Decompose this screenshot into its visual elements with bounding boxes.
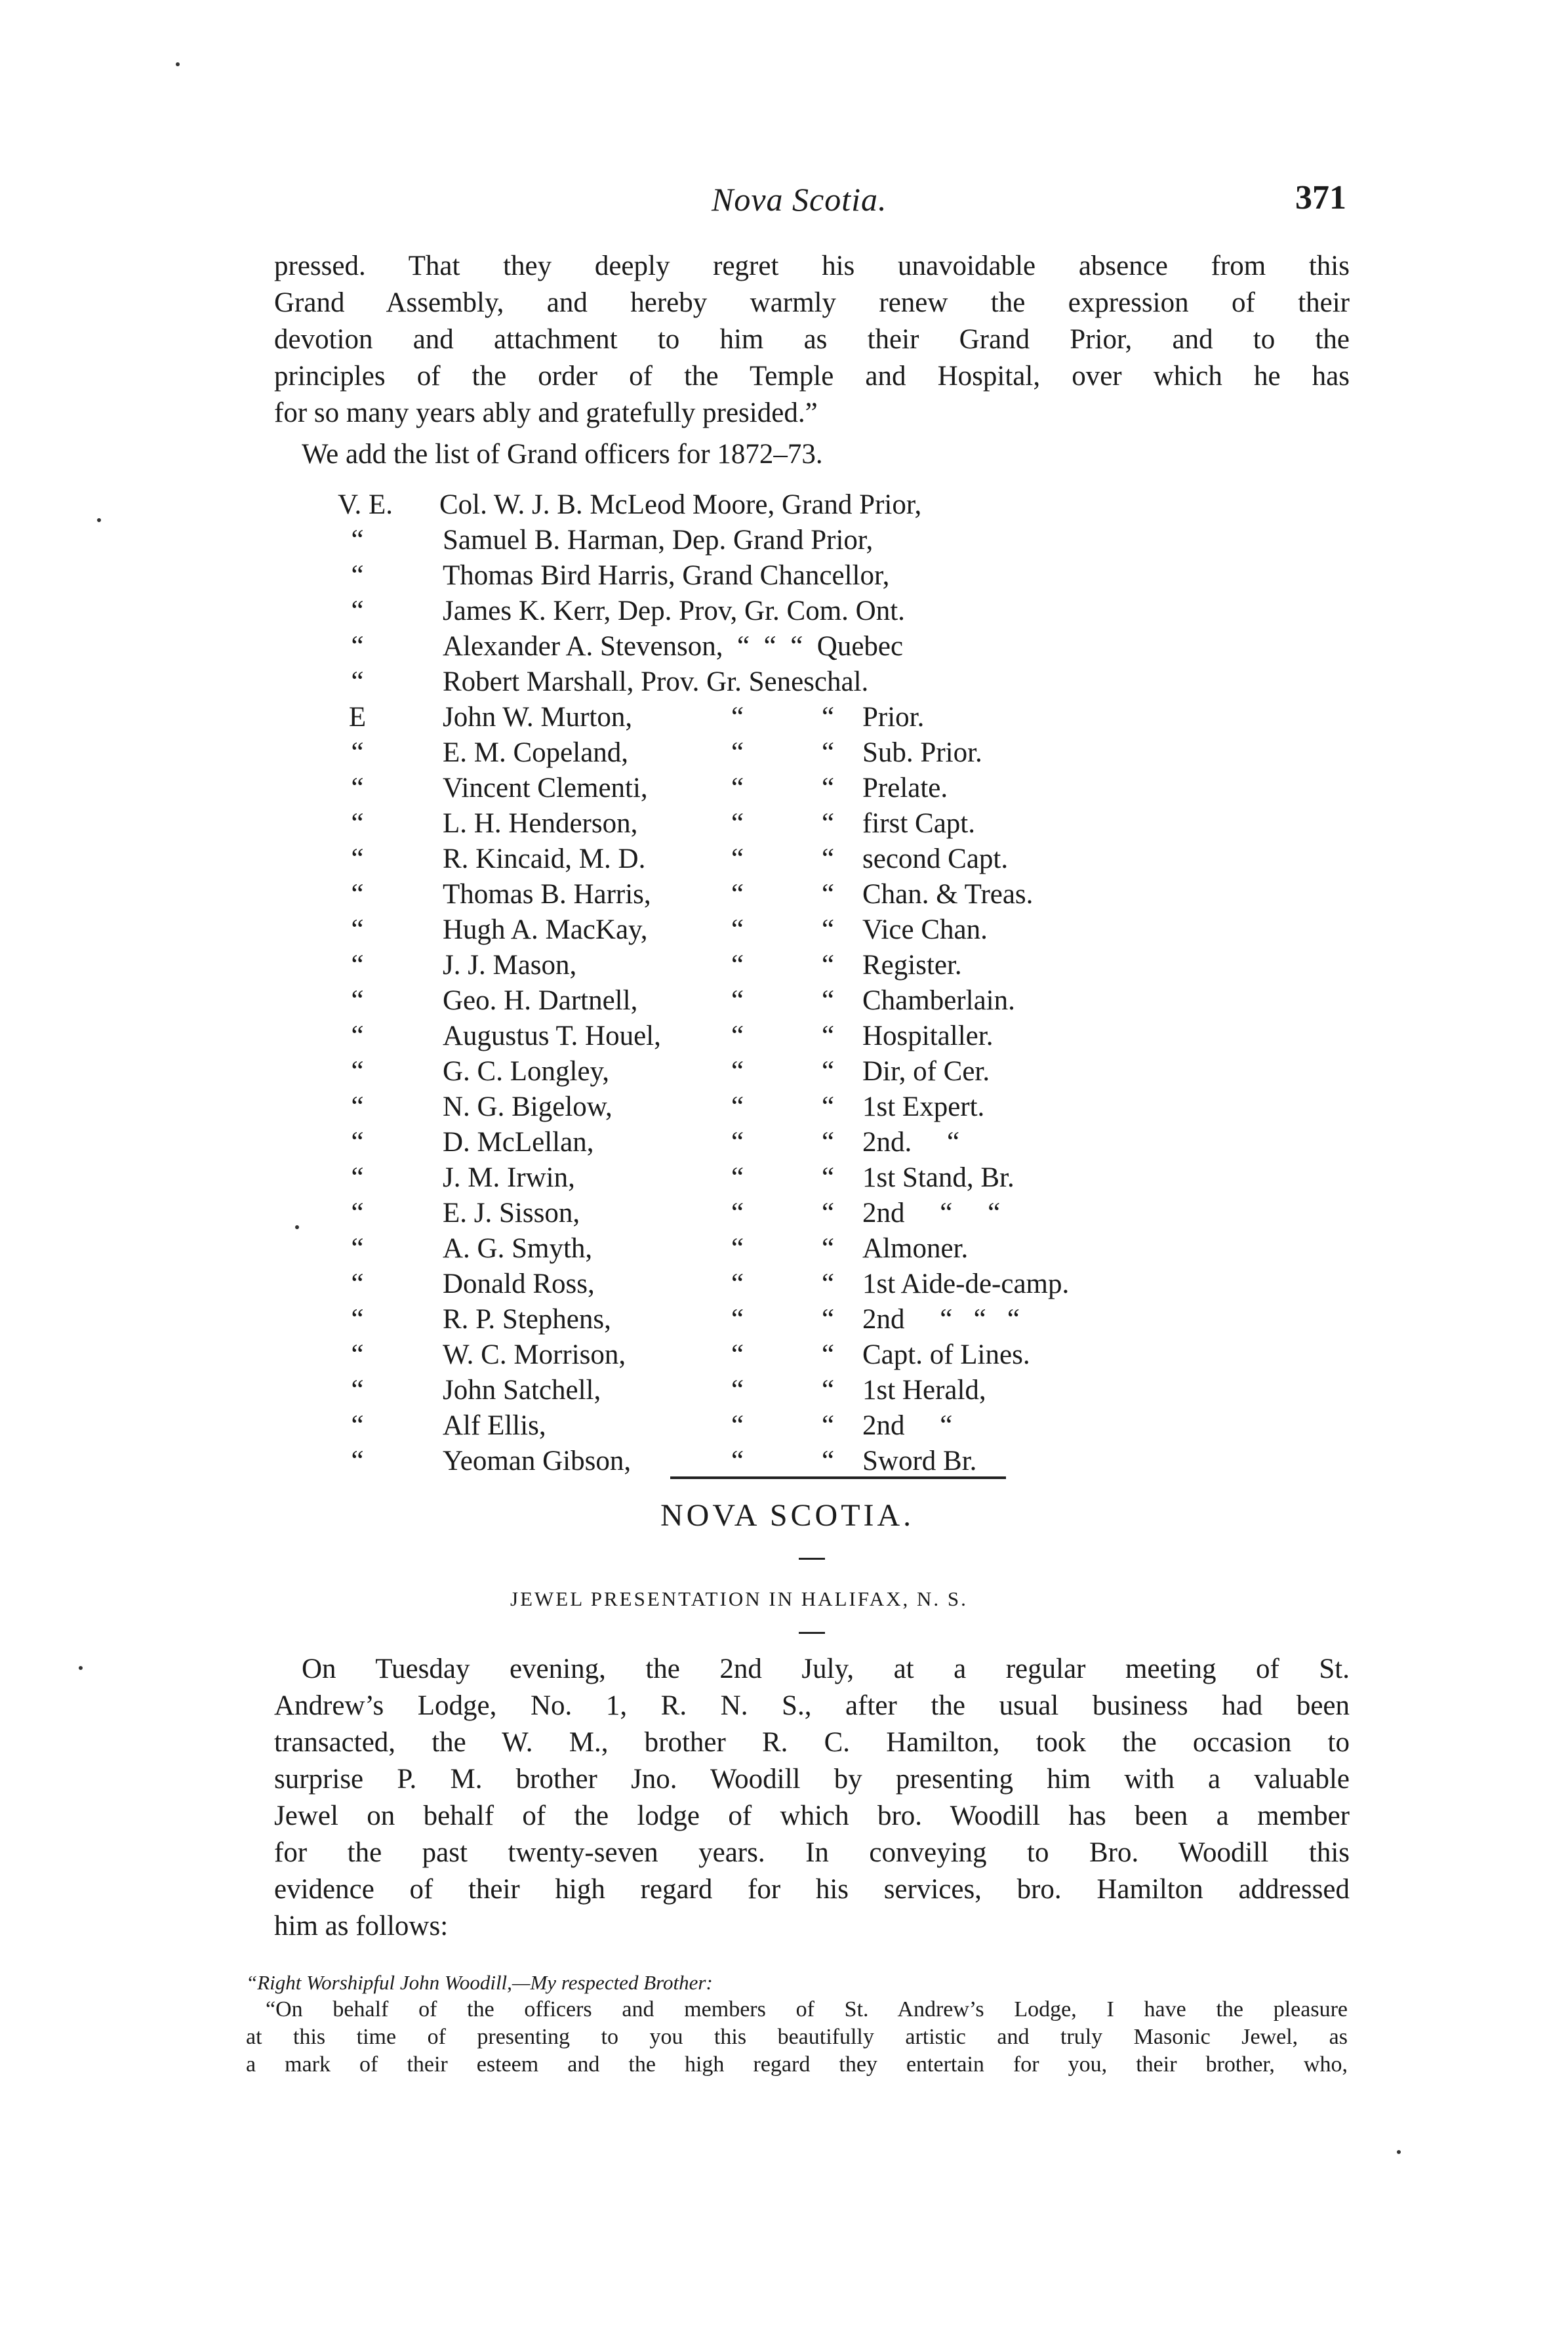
officer-name: James K. Kerr, Dep. Prov, Gr. Com. Ont. <box>443 596 905 626</box>
officer-title: 1st Aide-de-camp. <box>862 1269 1070 1299</box>
officer-name: Alexander A. Stevenson, “ “ “ Quebec <box>443 631 904 662</box>
ditto-mark: “ <box>731 808 744 839</box>
ditto-mark: “ <box>822 737 835 768</box>
ditto-mark: “ <box>731 737 744 768</box>
officer-name: J. M. Irwin, <box>443 1162 575 1193</box>
ditto-mark: “ <box>731 1269 744 1299</box>
ditto-mark: “ <box>351 808 364 839</box>
scan-speck <box>176 62 180 66</box>
officer-name: Yeoman Gibson, <box>443 1446 632 1476</box>
ditto-mark: “ <box>822 879 835 910</box>
ditto-mark: “ <box>351 631 364 662</box>
ditto-mark: “ <box>822 1339 835 1370</box>
ditto-mark: “ <box>351 879 364 910</box>
officers-intro: We add the list of Grand officers for 1872–73. <box>302 439 823 470</box>
officer-name: Robert Marshall, Prov. Gr. Seneschal. <box>443 666 869 697</box>
text-line: “On behalf of the officers and members of St. Andrew’s Lodge, I have the pleasure <box>266 1997 1348 2022</box>
ditto-mark: “ <box>731 1091 744 1122</box>
ditto-mark: “ <box>822 1198 835 1229</box>
officer-name: Geo. H. Dartnell, <box>443 985 638 1016</box>
running-header-title: Nova Scotia. <box>712 181 887 218</box>
rank-mark: V. E. <box>338 489 393 520</box>
ditto-mark: “ <box>822 1410 835 1441</box>
officer-title: 2nd. “ <box>862 1127 960 1158</box>
text-line: for so many years ably and gratefully presided.” <box>274 397 818 428</box>
ditto-mark: “ <box>351 1056 364 1087</box>
ditto-mark: “ <box>351 560 364 591</box>
ditto-mark: “ <box>351 773 364 803</box>
officer-name: G. C. Longley, <box>443 1056 609 1087</box>
ditto-mark: “ <box>731 1446 744 1476</box>
scan-speck <box>79 1666 83 1670</box>
text-line: Grand Assembly, and hereby warmly renew the expression of their <box>274 287 1350 318</box>
officer-name: R. Kincaid, M. D. <box>443 843 646 874</box>
ditto-mark: “ <box>351 1233 364 1264</box>
ditto-mark: “ <box>731 879 744 910</box>
officer-title: 1st Expert. <box>862 1091 985 1122</box>
ditto-mark: “ <box>351 1269 364 1299</box>
officer-title: 1st Stand, Br. <box>862 1162 1015 1193</box>
ditto-mark: “ <box>351 525 364 556</box>
officer-title: Chamberlain. <box>862 985 1015 1016</box>
ditto-mark: “ <box>351 843 364 874</box>
short-dash <box>799 1632 825 1634</box>
ditto-mark: “ <box>351 1091 364 1122</box>
ditto-mark: “ <box>822 1233 835 1264</box>
scan-speck <box>97 518 101 522</box>
officer-name: John W. Murton, <box>443 702 633 733</box>
ditto-mark: “ <box>822 1091 835 1122</box>
continued-paragraph <box>274 248 1350 432</box>
officer-title: second Capt. <box>862 843 1009 874</box>
short-dash <box>799 1558 825 1560</box>
officer-name: W. C. Morrison, <box>443 1339 626 1370</box>
ditto-mark: “ <box>822 843 835 874</box>
officer-name: Col. W. J. B. McLeod Moore, Grand Prior, <box>439 489 922 520</box>
officer-title: Prior. <box>862 702 925 733</box>
ditto-mark: “ <box>822 808 835 839</box>
officer-title: Vice Chan. <box>862 914 988 945</box>
officer-title: Sword Br. <box>862 1446 977 1476</box>
officer-name: D. McLellan, <box>443 1127 594 1158</box>
text-line: at this time of presenting to you this beautifully artistic and truly Masonic Jewel, as <box>246 2025 1348 2049</box>
ditto-mark: “ <box>351 737 364 768</box>
ditto-mark: “ <box>822 1021 835 1051</box>
officer-title: Dir, of Cer. <box>862 1056 990 1087</box>
officer-name: Thomas B. Harris, <box>443 879 651 910</box>
text-line: him as follows: <box>274 1911 449 1941</box>
ditto-mark: “ <box>731 1410 744 1441</box>
ditto-mark: “ <box>731 702 744 733</box>
ditto-mark: “ <box>351 950 364 981</box>
text-line: Andrew’s Lodge, No. 1, R. N. S., after the usual business had been <box>274 1690 1350 1721</box>
ditto-mark: “ <box>731 1304 744 1335</box>
ditto-mark: “ <box>351 1162 364 1193</box>
text-line: a mark of their esteem and the high regard they entertain for you, their brother, who, <box>246 2052 1348 2077</box>
officer-name: Donald Ross, <box>443 1269 595 1299</box>
ditto-mark: “ <box>351 1127 364 1158</box>
text-line: surprise P. M. brother Jno. Woodill by presenting him with a valuable <box>274 1764 1350 1795</box>
ditto-mark: “ <box>351 914 364 945</box>
ditto-mark: “ <box>731 1339 744 1370</box>
ditto-mark: “ <box>822 985 835 1016</box>
ditto-mark: “ <box>351 596 364 626</box>
officer-name: Hugh A. MacKay, <box>443 914 648 945</box>
ditto-mark: “ <box>822 1269 835 1299</box>
letter-body <box>246 1996 1348 2079</box>
scan-speck <box>295 1225 299 1229</box>
ditto-mark: “ <box>351 1446 364 1476</box>
officer-title: Sub. Prior. <box>862 737 982 768</box>
ditto-mark: “ <box>822 914 835 945</box>
ditto-mark: “ <box>731 1021 744 1051</box>
ditto-mark: “ <box>822 773 835 803</box>
ditto-mark: “ <box>822 950 835 981</box>
ditto-mark: “ <box>351 666 364 697</box>
officer-name: Samuel B. Harman, Dep. Grand Prior, <box>443 525 874 556</box>
ditto-mark: “ <box>351 1375 364 1406</box>
ditto-mark: “ <box>822 1056 835 1087</box>
ditto-mark: “ <box>731 1198 744 1229</box>
officer-name: Alf Ellis, <box>443 1410 546 1441</box>
officer-name: R. P. Stephens, <box>443 1304 611 1335</box>
letter-salutation: “Right Worshipful John Woodill,—My respected Brother: <box>246 1971 713 1994</box>
section-rule <box>670 1476 1006 1479</box>
officer-title: Register. <box>862 950 962 981</box>
officer-title: 2nd “ “ <box>862 1198 1001 1229</box>
text-line: Jewel on behalf of the lodge of which bro. Woodill has been a member <box>274 1800 1350 1831</box>
officer-title: Almoner. <box>862 1233 969 1264</box>
officer-name: Vincent Clementi, <box>443 773 648 803</box>
officer-name: E. J. Sisson, <box>443 1198 580 1229</box>
officer-name: J. J. Mason, <box>443 950 577 981</box>
ditto-mark: “ <box>731 950 744 981</box>
text-line: evidence of their high regard for his services, bro. Hamilton addressed <box>274 1874 1350 1905</box>
ditto-mark: “ <box>351 1021 364 1051</box>
officer-name: N. G. Bigelow, <box>443 1091 613 1122</box>
text-line: On Tuesday evening, the 2nd July, at a regular meeting of St. <box>302 1654 1350 1684</box>
rank-mark: E <box>348 702 367 733</box>
ditto-mark: “ <box>731 1127 744 1158</box>
ditto-mark: “ <box>731 1233 744 1264</box>
text-line: principles of the order of the Temple and Hospital, over which he has <box>274 361 1350 392</box>
ditto-mark: “ <box>351 985 364 1016</box>
text-line: for the past twenty-seven years. In conveying to Bro. Woodill this <box>274 1837 1350 1868</box>
officer-title: Chan. & Treas. <box>862 879 1034 910</box>
officer-title: first Capt. <box>862 808 975 839</box>
section-heading: NOVA SCOTIA. <box>660 1498 915 1533</box>
ditto-mark: “ <box>351 1339 364 1370</box>
officer-name: E. M. Copeland, <box>443 737 629 768</box>
ditto-mark: “ <box>731 843 744 874</box>
text-line: devotion and attachment to him as their Grand Prior, and to the <box>274 324 1350 355</box>
officer-title: 2nd “ “ “ <box>862 1304 1020 1335</box>
ditto-mark: “ <box>731 1162 744 1193</box>
text-line: pressed. That they deeply regret his unavoidable absence from this <box>274 251 1350 281</box>
officer-name: Augustus T. Houel, <box>443 1021 661 1051</box>
ditto-mark: “ <box>731 773 744 803</box>
officer-title: 1st Herald, <box>862 1375 986 1406</box>
ditto-mark: “ <box>822 1375 835 1406</box>
ditto-mark: “ <box>351 1304 364 1335</box>
officer-title: Hospitaller. <box>862 1021 994 1051</box>
ditto-mark: “ <box>351 1410 364 1441</box>
article-paragraph <box>274 1651 1350 1945</box>
ditto-mark: “ <box>822 1446 835 1476</box>
officer-name: L. H. Henderson, <box>443 808 638 839</box>
officer-title: Capt. of Lines. <box>862 1339 1030 1370</box>
officer-title: Prelate. <box>862 773 948 803</box>
ditto-mark: “ <box>731 985 744 1016</box>
ditto-mark: “ <box>731 1375 744 1406</box>
page-number: 371 <box>1295 179 1346 216</box>
ditto-mark: “ <box>822 702 835 733</box>
officer-name: John Satchell, <box>443 1375 601 1406</box>
ditto-mark: “ <box>731 914 744 945</box>
ditto-mark: “ <box>822 1127 835 1158</box>
ditto-mark: “ <box>731 1056 744 1087</box>
scan-speck <box>1397 2150 1401 2154</box>
officer-name: Thomas Bird Harris, Grand Chancellor, <box>443 560 890 591</box>
ditto-mark: “ <box>822 1304 835 1335</box>
officer-title: 2nd “ <box>862 1410 953 1441</box>
article-subheading: JEWEL PRESENTATION IN HALIFAX, N. S. <box>510 1587 968 1610</box>
ditto-mark: “ <box>822 1162 835 1193</box>
text-line: transacted, the W. M., brother R. C. Hamilton, took the occasion to <box>274 1727 1350 1758</box>
ditto-mark: “ <box>351 1198 364 1229</box>
officer-name: A. G. Smyth, <box>443 1233 593 1264</box>
